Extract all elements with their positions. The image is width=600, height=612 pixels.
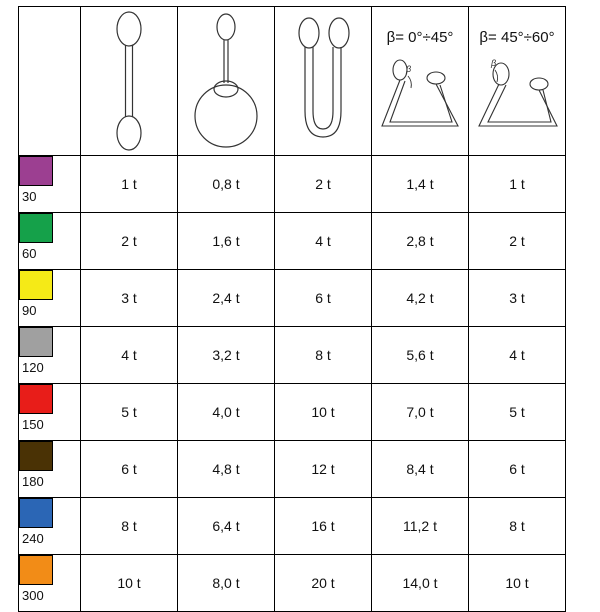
color-swatch (19, 270, 53, 300)
cell-choked (178, 498, 275, 555)
cell-basket (275, 441, 372, 498)
value-text: 1 t (121, 176, 137, 192)
value-text: 2 t (509, 233, 525, 249)
cell-two-leg-0-45 (372, 384, 469, 441)
cell-straight (81, 498, 178, 555)
value-text: 8 t (121, 518, 137, 534)
cell-choked (178, 270, 275, 327)
cell-basket (275, 270, 372, 327)
swatch-cell-30 (19, 156, 81, 213)
cell-two-leg-45-60 (469, 213, 566, 270)
swatch-code: 30 (22, 189, 37, 204)
value-text: 16 t (311, 518, 335, 534)
value-text: 5 t (509, 404, 525, 420)
cell-two-leg-45-60 (469, 327, 566, 384)
swatch-code: 90 (22, 303, 37, 318)
swatch-cell-240 (19, 498, 81, 555)
value-text: 20 t (311, 575, 335, 591)
value-text: 10 t (117, 575, 141, 591)
cell-straight (81, 384, 178, 441)
cell-choked (178, 384, 275, 441)
sling-capacity-chart (0, 6, 600, 606)
cell-straight (81, 555, 178, 612)
cell-basket (275, 498, 372, 555)
value-text: 6 t (315, 290, 331, 306)
cell-basket (275, 555, 372, 612)
header-choked-sling (178, 7, 275, 156)
value-text: 6 t (121, 461, 137, 477)
value-text: 6 t (509, 461, 525, 477)
swatch-code: 240 (22, 531, 44, 546)
value-text: 6,4 t (212, 518, 240, 534)
table-row (19, 213, 566, 270)
capacity-table (18, 6, 566, 612)
value-text: 8 t (509, 518, 525, 534)
value-text: 8,4 t (406, 461, 434, 477)
value-text: 14,0 t (402, 575, 438, 591)
value-text: 10 t (311, 404, 335, 420)
value-text: 4,0 t (212, 404, 240, 420)
svg-text:β: β (491, 57, 497, 68)
value-text: 4 t (315, 233, 331, 249)
header-straight-sling (81, 7, 178, 156)
cell-two-leg-45-60 (469, 498, 566, 555)
cell-straight (81, 441, 178, 498)
header-two-leg-45-60 (469, 7, 566, 156)
value-text: 1,6 t (212, 233, 240, 249)
cell-two-leg-0-45 (372, 555, 469, 612)
choked-sling-icon (183, 11, 269, 151)
color-swatch (19, 555, 53, 585)
table-row (19, 270, 566, 327)
swatch-cell-90 (19, 270, 81, 327)
color-swatch (19, 327, 53, 357)
header-swatch-cell (19, 7, 81, 156)
cell-basket (275, 384, 372, 441)
swatch-code: 60 (22, 246, 37, 261)
table-row (19, 384, 566, 441)
value-text: 2,8 t (406, 233, 434, 249)
cell-two-leg-45-60 (469, 555, 566, 612)
value-text: 10 t (505, 575, 529, 591)
angle-label-0-45: β= 0°÷45° (386, 28, 454, 46)
value-text: 3,2 t (212, 347, 240, 363)
cell-choked (178, 441, 275, 498)
swatch-cell-120 (19, 327, 81, 384)
cell-two-leg-0-45 (372, 270, 469, 327)
value-text: 3 t (121, 290, 137, 306)
value-text: 11,2 t (403, 518, 437, 534)
table-row (19, 156, 566, 213)
swatch-code: 300 (22, 588, 44, 603)
swatch-code: 150 (22, 417, 44, 432)
value-text: 2 t (121, 233, 137, 249)
value-text: 4 t (121, 347, 137, 363)
cell-straight (81, 327, 178, 384)
value-text: 8 t (315, 347, 331, 363)
cell-two-leg-0-45 (372, 213, 469, 270)
svg-text:β: β (406, 63, 412, 74)
header-basket-sling (275, 7, 372, 156)
cell-choked (178, 327, 275, 384)
value-text: 2,4 t (212, 290, 240, 306)
value-text: 3 t (509, 290, 525, 306)
table-row (19, 441, 566, 498)
value-text: 0,8 t (212, 176, 240, 192)
cell-two-leg-0-45 (372, 156, 469, 213)
value-text: 8,0 t (212, 575, 240, 591)
color-swatch (19, 498, 53, 528)
basket-sling-icon (287, 15, 359, 147)
cell-two-leg-45-60 (469, 156, 566, 213)
cell-straight (81, 213, 178, 270)
straight-sling-icon (94, 11, 164, 151)
value-text: 1 t (509, 176, 525, 192)
cell-straight (81, 156, 178, 213)
header-two-leg-0-45 (372, 7, 469, 156)
cell-choked (178, 555, 275, 612)
cell-two-leg-45-60 (469, 384, 566, 441)
color-swatch (19, 213, 53, 243)
cell-two-leg-0-45 (372, 498, 469, 555)
value-text: 1,4 t (406, 176, 434, 192)
swatch-cell-150 (19, 384, 81, 441)
swatch-code: 180 (22, 474, 44, 489)
cell-choked (178, 213, 275, 270)
table-header-row (19, 7, 566, 156)
swatch-cell-60 (19, 213, 81, 270)
color-swatch (19, 156, 53, 186)
color-swatch (19, 441, 53, 471)
value-text: 5 t (121, 404, 137, 420)
angle-label-45-60: β= 45°÷60° (479, 28, 555, 46)
two-leg-sling-45-60-icon (471, 48, 563, 134)
swatch-cell-300 (19, 555, 81, 612)
value-text: 4,8 t (212, 461, 240, 477)
table-row (19, 555, 566, 612)
value-text: 4,2 t (406, 290, 434, 306)
cell-basket (275, 156, 372, 213)
cell-straight (81, 270, 178, 327)
color-swatch (19, 384, 53, 414)
value-text: 4 t (509, 347, 525, 363)
cell-two-leg-45-60 (469, 270, 566, 327)
value-text: 12 t (311, 461, 335, 477)
value-text: 2 t (315, 176, 331, 192)
cell-two-leg-0-45 (372, 441, 469, 498)
cell-basket (275, 213, 372, 270)
value-text: 7,0 t (406, 404, 434, 420)
cell-two-leg-45-60 (469, 441, 566, 498)
table-row (19, 498, 566, 555)
cell-choked (178, 156, 275, 213)
two-leg-sling-0-45-icon (374, 48, 466, 134)
table-row (19, 327, 566, 384)
cell-basket (275, 327, 372, 384)
value-text: 5,6 t (406, 347, 434, 363)
swatch-cell-180 (19, 441, 81, 498)
swatch-code: 120 (22, 360, 44, 375)
cell-two-leg-0-45 (372, 327, 469, 384)
